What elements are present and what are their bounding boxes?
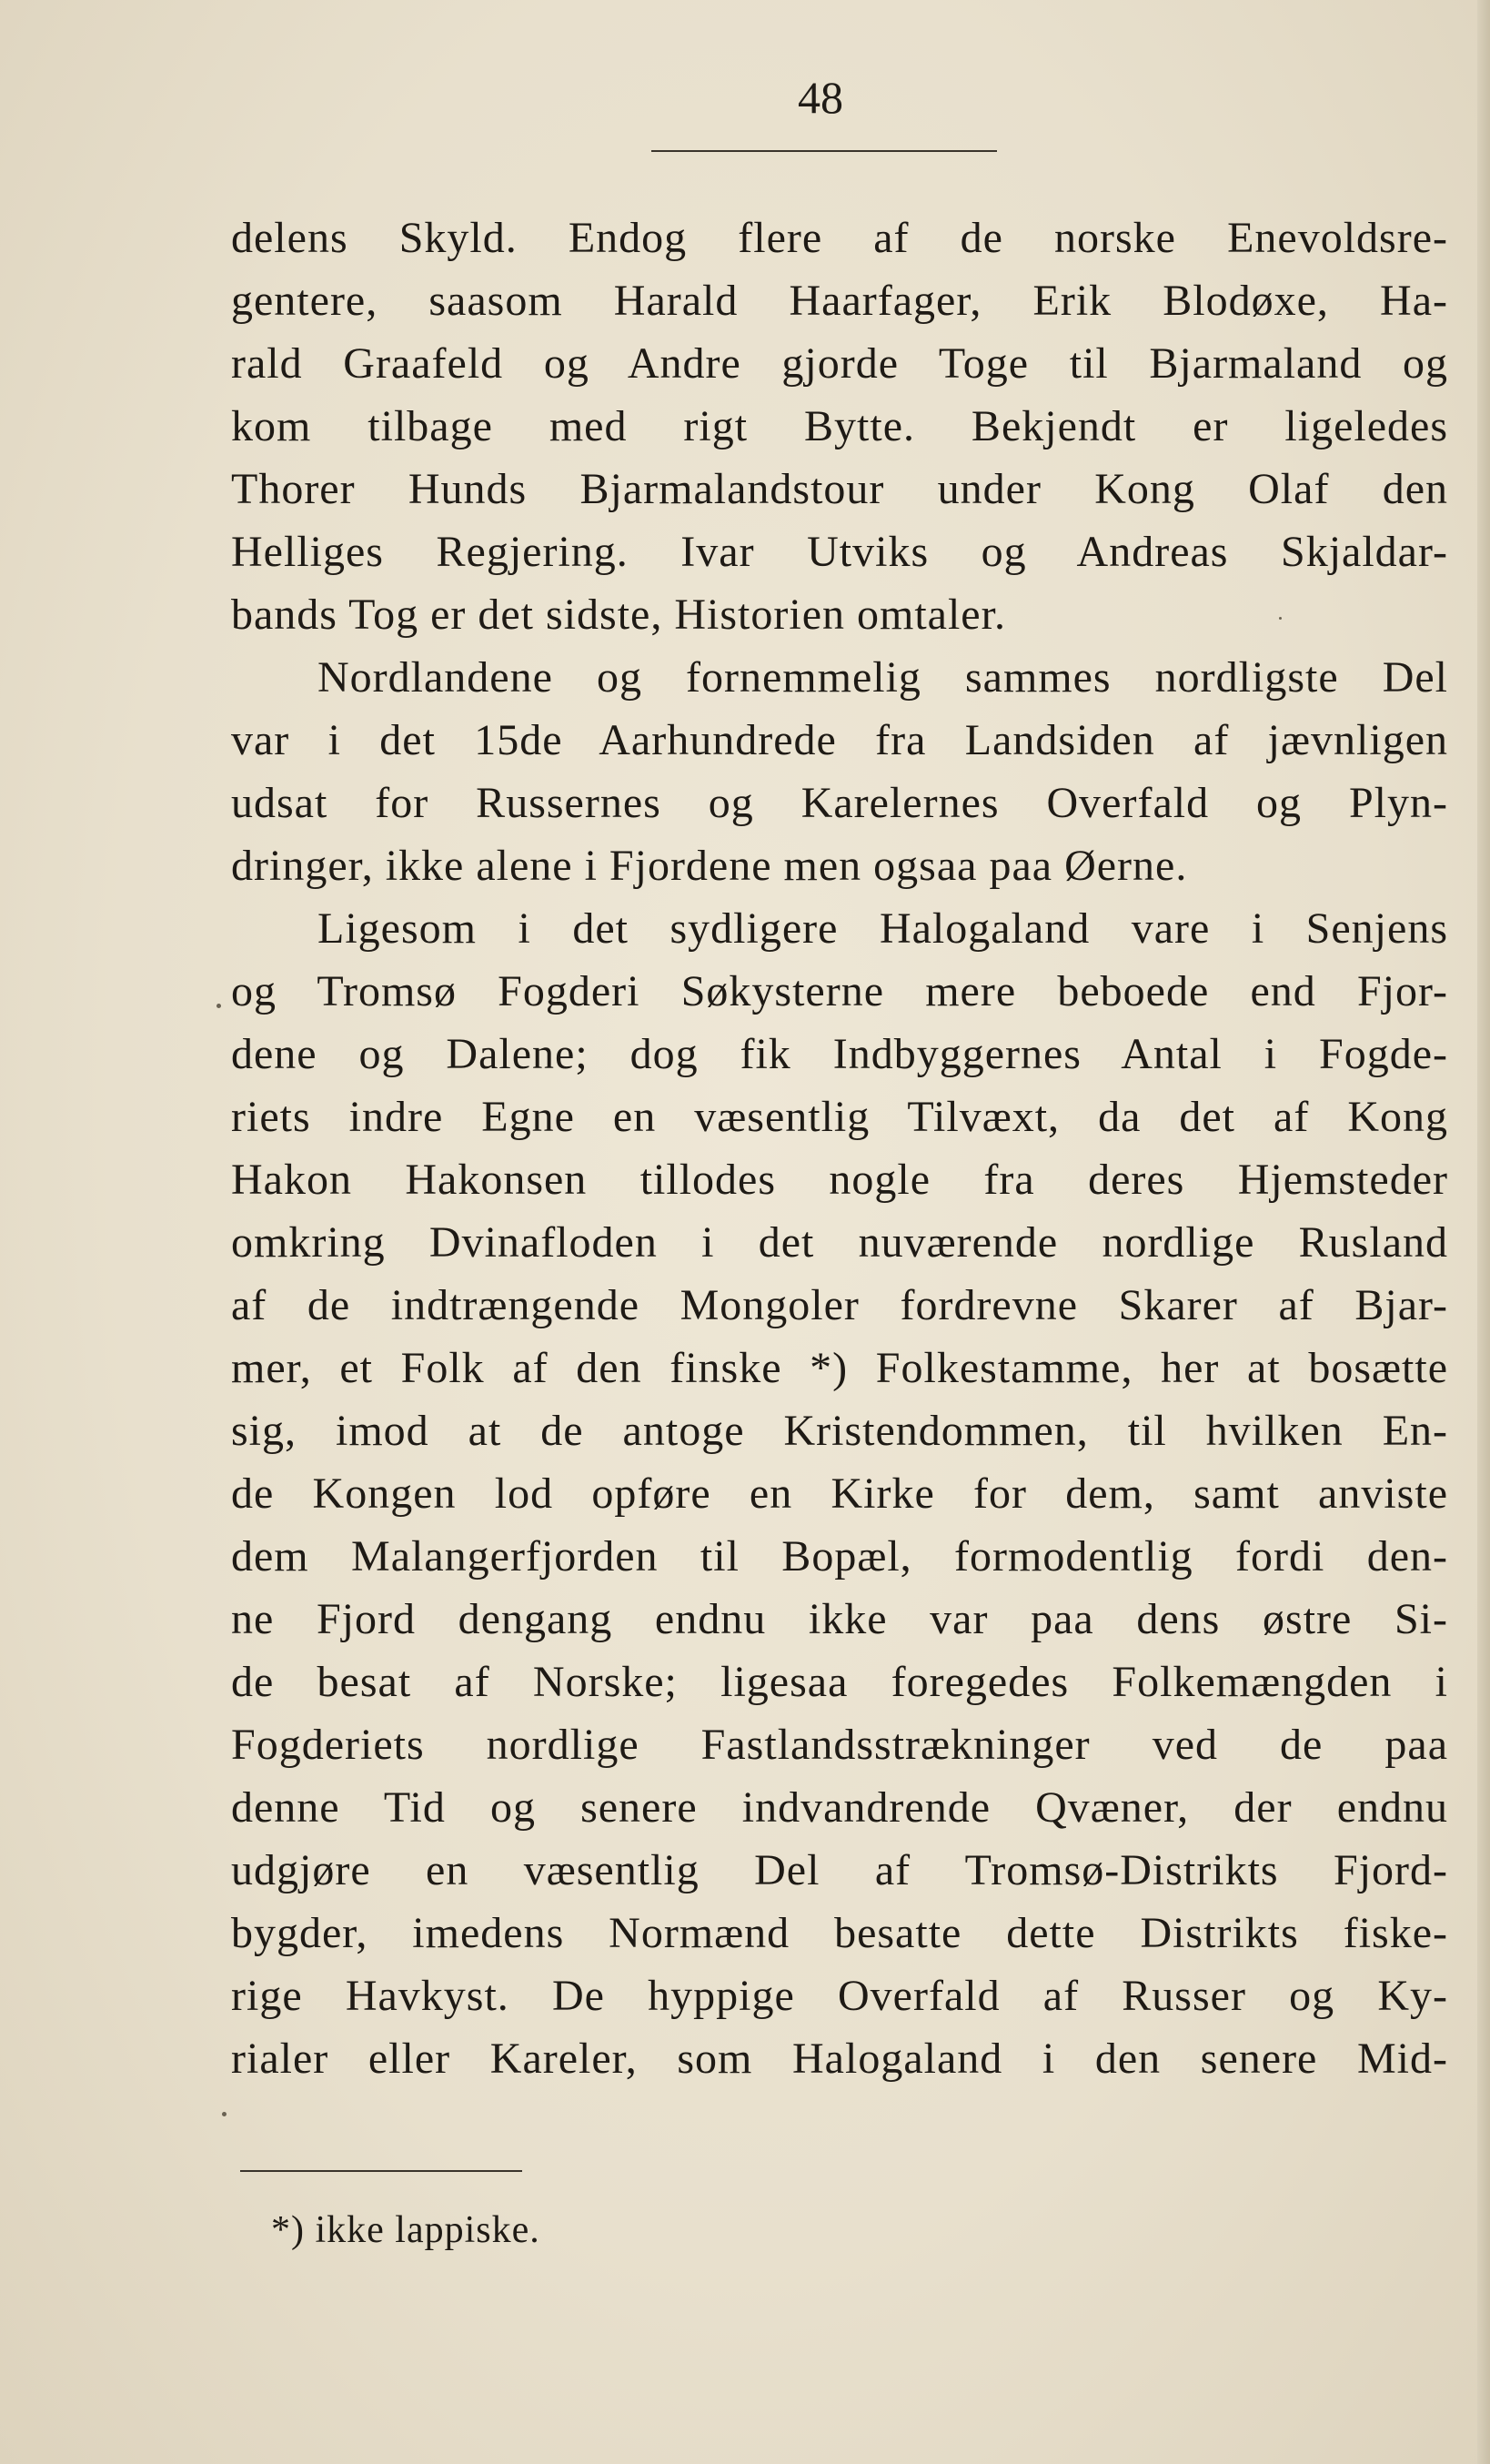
text-line: Thorer Hunds Bjarmalandstour under Kong Olaf den <box>231 465 1448 513</box>
text-line: delens Skyld. Endog flere af de norske Enevoldsre- <box>231 214 1448 262</box>
ink-speck <box>216 1004 221 1008</box>
text-line: sig, imod at de antoge Kristendommen, til hvilken En- <box>231 1407 1448 1455</box>
page-number: 48 <box>798 72 843 123</box>
paragraph-start-line: Ligesom i det sydligere Halogaland vare i Senjens <box>317 904 1448 953</box>
text-line: udsat for Russernes og Karelernes Overfald og Plyn- <box>231 779 1448 827</box>
header-rule <box>651 150 997 152</box>
text-line: ne Fjord dengang endnu ikke var paa dens østre Si- <box>231 1595 1448 1643</box>
text-line: var i det 15de Aarhundrede fra Landsiden af jævnligen <box>231 716 1448 764</box>
text-line: kom tilbage med rigt Bytte. Bekjendt er ligeledes <box>231 402 1448 450</box>
text-line: rialer eller Kareler, som Halogaland i den senere Mid- <box>231 2035 1448 2083</box>
text-line: gentere, saasom Harald Haarfager, Erik Blodøxe, Ha- <box>231 277 1448 325</box>
text-line: de besat af Norske; ligesaa foregedes Folkemængden i <box>231 1658 1448 1706</box>
text-line: bands Tog er det sidste, Historien omtaler. <box>231 591 1006 639</box>
paragraph-start-line: Nordlandene og fornemmelig sammes nordligste Del <box>317 653 1448 702</box>
text-line: denne Tid og senere indvandrende Qvæner, der endnu <box>231 1783 1448 1832</box>
text-line: udgjøre en væsentlig Del af Tromsø-Distrikts Fjord- <box>231 1846 1448 1894</box>
text-line: dringer, ikke alene i Fjordene men ogsaa paa Øerne. <box>231 842 1188 890</box>
ink-speck <box>222 2112 227 2116</box>
text-line: Hakon Hakonsen tillodes nogle fra deres Hjemsteder <box>231 1156 1448 1204</box>
text-line: bygder, imedens Normænd besatte dette Distrikts fiske- <box>231 1909 1448 1957</box>
text-line: Fogderiets nordlige Fastlandsstrækninger ved de paa <box>231 1721 1448 1769</box>
text-line: Helliges Regjering. Ivar Utviks og Andreas Skjaldar- <box>231 528 1448 576</box>
ink-speck <box>1279 617 1282 620</box>
body-text <box>231 207 1448 2090</box>
text-line: rige Havkyst. De hyppige Overfald af Russer og Ky- <box>231 1972 1448 2020</box>
text-line: riets indre Egne en væsentlig Tilvæxt, da det af Kong <box>231 1093 1448 1141</box>
footnote: *) ikke lappiske. <box>271 2209 540 2251</box>
text-line: af de indtrængende Mongoler fordrevne Skarer af Bjar- <box>231 1281 1448 1329</box>
page-edge <box>1477 0 1490 2464</box>
text-line: dem Malangerfjorden til Bopæl, formodentlig fordi den- <box>231 1532 1448 1580</box>
text-line: de Kongen lod opføre en Kirke for dem, samt anviste <box>231 1469 1448 1518</box>
text-line: og Tromsø Fogderi Søkysterne mere beboede end Fjor- <box>231 967 1448 1015</box>
text-line: rald Graafeld og Andre gjorde Toge til Bjarmaland og <box>231 339 1448 388</box>
text-line: omkring Dvinafloden i det nuværende nordlige Rusland <box>231 1218 1448 1267</box>
footnote-rule <box>240 2170 522 2172</box>
text-line: mer, et Folk af den finske *) Folkestamme, her at bosætte <box>231 1344 1448 1392</box>
text-line: dene og Dalene; dog fik Indbyggernes Antal i Fogde- <box>231 1030 1448 1078</box>
